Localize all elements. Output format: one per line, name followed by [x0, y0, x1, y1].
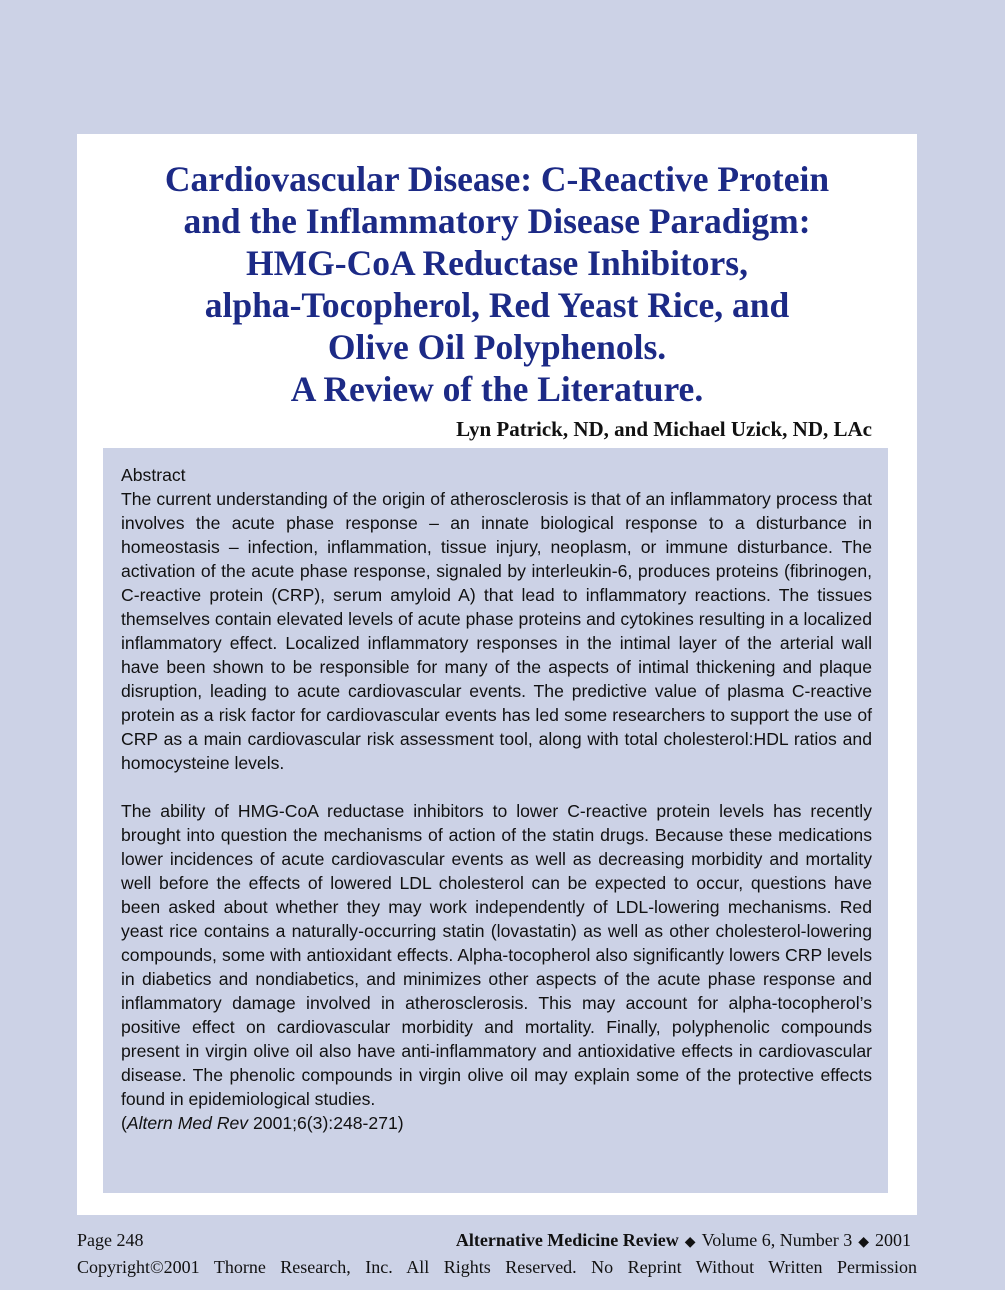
abstract-content	[121, 463, 872, 1135]
citation-open-paren: (	[121, 1113, 127, 1133]
abstract-box	[103, 448, 888, 1193]
abstract-paragraph-1: The current understanding of the origin of atherosclerosis is that of an inflammatory process that involves the acute phase response – an innate biological response to a disturbance in homeostasis – infection, inflammation, tissue injury, neoplasm, or immune disturbance. The activation of the acute phase response, signaled by interleukin-6, produces proteins (fibrinogen, C-reactive protein (CRP), serum amyloid A) that lead to inflammatory reactions. The tissues themselves contain elevated levels of acute phase proteins and cytokines resulting in a localized inflammatory effect. Localized inflammatory responses in the intimal layer of the arterial wall have been shown to be responsible for many of the aspects of intimal thickening and plaque disruption, leading to acute cardiovascular events. The predictive value of plasma C-reactive protein as a risk factor for cardiovascular events has led some researchers to support the use of CRP as a main cardiovascular risk assessment tool, along with total cholesterol:HDL ratios and homocysteine levels.	[121, 489, 872, 773]
title-line-3: HMG-CoA Reductase Inhibitors,	[246, 243, 748, 283]
page-number: Page 248	[77, 1230, 144, 1250]
citation-details: 2001;6(3):248-271)	[248, 1113, 404, 1133]
abstract-heading: Abstract	[121, 465, 186, 485]
page-footer	[77, 1230, 911, 1251]
diamond-separator-icon: ◆	[684, 1235, 696, 1250]
journal-volume: Volume 6, Number 3	[701, 1230, 853, 1250]
copyright-notice: Copyright©2001 Thorne Research, Inc. All Rights Reserved. No Reprint Without Written Permission	[77, 1257, 917, 1277]
journal-year: 2001	[875, 1230, 911, 1250]
journal-name: Alternative Medicine Review	[455, 1230, 679, 1250]
citation-journal: Altern Med Rev	[126, 1113, 249, 1133]
article-authors: Lyn Patrick, ND, and Michael Uzick, ND, LAc	[456, 417, 872, 441]
title-line-6: A Review of the Literature.	[290, 369, 704, 409]
article-title	[77, 158, 917, 410]
abstract-paragraph-2	[121, 799, 872, 1135]
diamond-separator-icon: ◆	[858, 1235, 869, 1250]
title-line-5: Olive Oil Polyphenols.	[327, 327, 667, 367]
title-line-2: and the Inflammatory Disease Paradigm:	[183, 201, 811, 241]
title-line-1: Cardiovascular Disease: C-Reactive Protein	[164, 159, 830, 199]
journal-info	[456, 1230, 911, 1251]
abstract-paragraph-2-text: The ability of HMG-CoA reductase inhibitors to lower C-reactive protein levels has recently brought into question the mechanisms of action of the statin drugs. Because these medications lower incidences of acute cardiovascular events as well as decreasing morbidity and mortality well before the effects of lowered LDL cholesterol can be expected to occur, questions have been asked about whether they may work independently of LDL-lowering mechanisms. Red yeast rice contains a naturally-occurring statin (lovastatin) as well as other cholesterol-lowering compounds, some with antioxidant effects. Alpha-tocopherol also significantly lowers CRP levels in diabetics and nondiabetics, and minimizes other aspects of the acute phase response and inflammatory damage involved in atherosclerosis. This may account for alpha-tocopherol’s positive effect on cardiovascular morbidity and mortality. Finally, polyphenolic compounds present in virgin olive oil also have anti-inflammatory and antioxidative effects in cardiovascular disease. The phenolic compounds in virgin olive oil may explain some of the protective effects found in epidemiological studies.	[121, 801, 872, 1109]
article-page	[77, 134, 917, 1215]
title-line-4: alpha-Tocopherol, Red Yeast Rice, and	[204, 285, 790, 325]
